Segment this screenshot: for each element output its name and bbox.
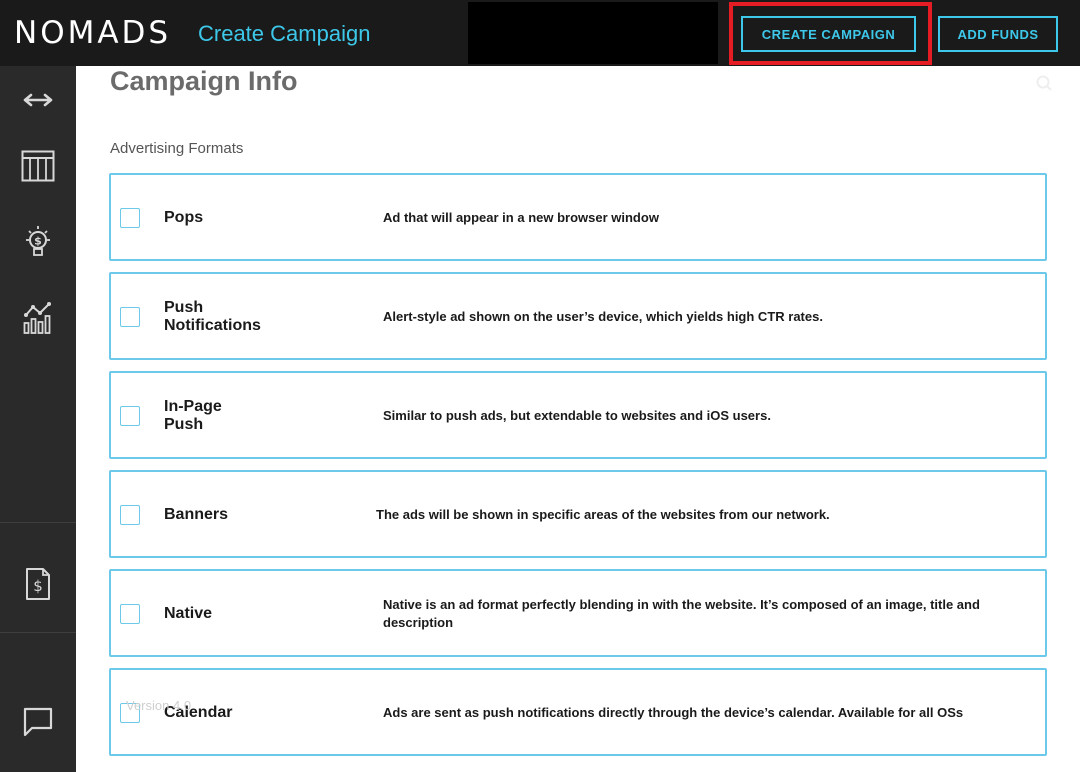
- nomads-logo[interactable]: NOMADS: [14, 15, 172, 51]
- checkbox[interactable]: [120, 208, 140, 228]
- format-description: Alert-style ad shown on the user’s device, which yields high CTR rates.: [383, 309, 823, 324]
- format-card-banners[interactable]: [109, 470, 1047, 558]
- sidebar-divider: [0, 632, 76, 633]
- format-name: Native: [164, 605, 213, 622]
- format-card-push-notifications[interactable]: [109, 272, 1047, 360]
- invoice-dollar-icon[interactable]: [18, 564, 58, 604]
- format-description: Native is an ad format perfectly blending in with the website. It’s composed of an image, title and description: [383, 597, 980, 630]
- redacted-area: [468, 2, 718, 64]
- lightbulb-dollar-icon[interactable]: [18, 222, 58, 262]
- page-title: Campaign Info: [110, 66, 298, 96]
- format-card-in-page-push[interactable]: [109, 371, 1047, 459]
- create-campaign-button[interactable]: CREATE CAMPAIGN: [741, 16, 916, 52]
- version-label: Version 4.0: [126, 698, 192, 713]
- section-label: Advertising Formats: [110, 140, 244, 157]
- format-name: Banners: [164, 506, 229, 523]
- top-bar: [0, 0, 1080, 66]
- format-description: Ad that will appear in a new browser window: [383, 210, 659, 225]
- format-name: In-Page Push: [164, 398, 222, 433]
- arrows-horizontal-icon[interactable]: [18, 80, 58, 120]
- format-card-pops[interactable]: [109, 173, 1047, 261]
- table-icon[interactable]: [18, 146, 58, 186]
- format-card-native[interactable]: [109, 569, 1047, 657]
- sidebar-divider: [0, 522, 76, 523]
- checkbox[interactable]: [120, 307, 140, 327]
- format-name: Push Notifications: [164, 299, 261, 334]
- format-description: Ads are sent as push notifications directly through the device’s calendar. Available for all OSs: [383, 705, 964, 720]
- page-heading: Create Campaign: [198, 21, 371, 46]
- sidebar: [0, 66, 76, 772]
- checkbox[interactable]: [120, 604, 140, 624]
- format-description: The ads will be shown in specific areas of the websites from our network.: [376, 507, 830, 522]
- format-card-calendar[interactable]: [109, 668, 1047, 756]
- svg-text:$: $: [33, 577, 43, 595]
- format-name: Pops: [164, 209, 204, 226]
- add-funds-button[interactable]: ADD FUNDS: [938, 16, 1058, 52]
- checkbox[interactable]: [120, 505, 140, 525]
- analytics-chart-icon[interactable]: [18, 298, 58, 338]
- search-icon[interactable]: [1034, 74, 1054, 94]
- format-name: Calendar: [164, 704, 233, 721]
- chat-bubble-icon[interactable]: [18, 702, 58, 742]
- format-description: Similar to push ads, but extendable to websites and iOS users.: [383, 408, 771, 423]
- checkbox[interactable]: [120, 406, 140, 426]
- svg-text:$: $: [34, 234, 42, 248]
